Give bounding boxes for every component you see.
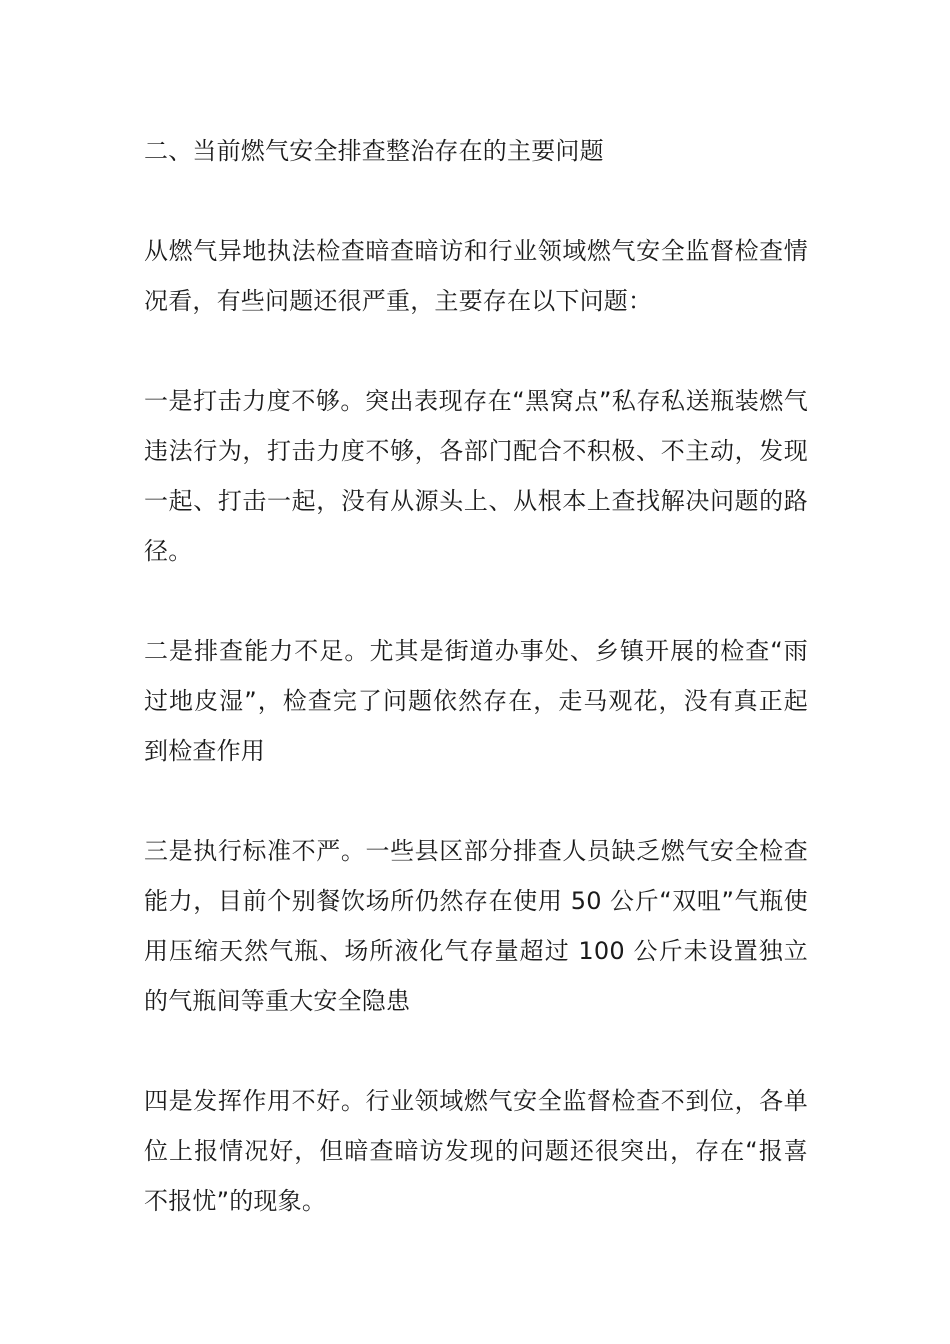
paragraph-problem-1: 一是打击力度不够。突出表现存在“黑窝点”私存私送瓶装燃气违法行为，打击力度不够，各部门配合不积极、不主动，发现一起、打击一起，没有从源头上、从根本上查找解决问题的路径。: [144, 387, 808, 565]
paragraph-intro: 从燃气异地执法检查暗查暗访和行业领域燃气安全监督检查情况看，有些问题还很严重，主要存在以下问题：: [144, 237, 808, 315]
paragraph-problem-3: 三是执行标准不严。一些县区部分排查人员缺乏燃气安全检查能力，目前个别餐饮场所仍然存在使用 50 公斤“双咀”气瓶使用压缩天然气瓶、场所液化气存量超过 100 公斤未设置独立的气瓶间等重大安全隐患: [144, 837, 808, 1015]
paragraph-problem-4: 四是发挥作用不好。行业领域燃气安全监督检查不到位，各单位上报情况好，但暗查暗访发现的问题还很突出，存在“报喜不报忧”的现象。: [144, 1087, 808, 1215]
paragraph-problem-2: 二是排查能力不足。尤其是街道办事处、乡镇开展的检查“雨过地皮湿”，检查完了问题依然存在，走马观花，没有真正起到检查作用: [144, 637, 808, 765]
document-body: [144, 126, 808, 1226]
section-heading: 二、当前燃气安全排查整治存在的主要问题: [144, 137, 604, 165]
